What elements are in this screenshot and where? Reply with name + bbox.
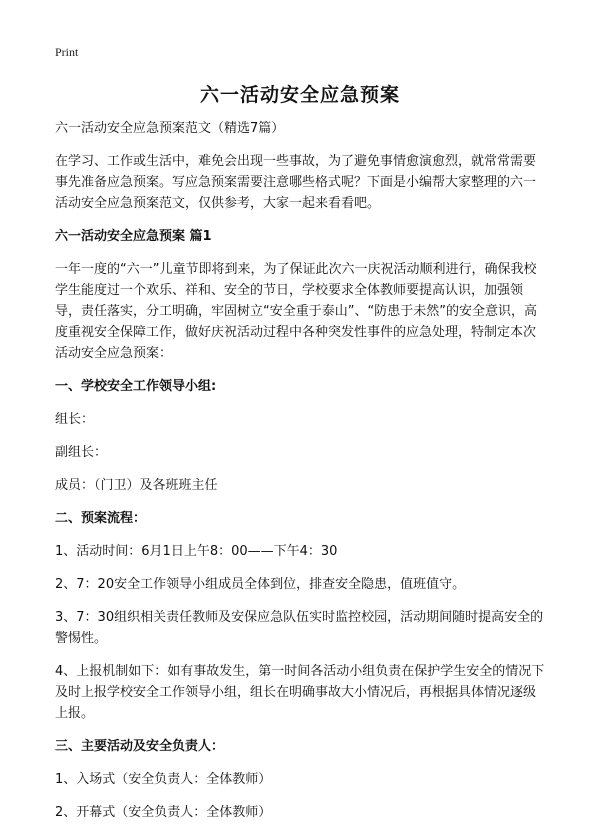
flow-item: 2、7：20安全工作领导小组成员全体到位，排查安全隐患，值班值守。 xyxy=(55,577,466,592)
intro-paragraph: 在学习、工作或生活中，难免会出现一些事故，为了避免事情愈演愈烈，就常常需要事先准备应急预案。写应急预案需要注意哪些格式呢？下面是小编帮大家整理的六一活动安全应急预案范文，仅供参考，大家一起来看看吧。 xyxy=(55,154,537,211)
heading-plan-flow: 二、预案流程： xyxy=(55,511,147,526)
section-title: 六一活动安全应急预案 篇1 xyxy=(55,229,212,244)
document-body xyxy=(55,118,545,823)
page-title: 六一活动安全应急预案 xyxy=(199,84,400,106)
flow-item: 4、上报机制如下：如有事故发生，第一时间各活动小组负责在保护学生安全的情况下及时上报学校安全工作领导小组，组长在明确事故大小情况后，再根据具体情况逐级上报。 xyxy=(55,664,545,721)
print-link[interactable]: Print xyxy=(55,45,79,59)
heading-main-activities: 三、主要活动及安全负责人： xyxy=(55,739,225,754)
flow-item: 1、活动时间：6月1日上午8：00——下午4：30 xyxy=(55,544,338,559)
vice-leader-line: 副组长： xyxy=(55,445,108,460)
activity-item: 1、入场式（安全负责人：全体教师） xyxy=(55,772,272,787)
flow-item: 3、7：30组织相关责任教师及安保应急队伍实时监控校园，活动期间随时提高安全的警惕性。 xyxy=(55,610,544,646)
activity-item: 2、开幕式（安全负责人：全体教师） xyxy=(55,805,272,820)
leader-line: 组长： xyxy=(55,412,95,427)
subtitle: 六一活动安全应急预案范文（精选7篇） xyxy=(55,121,285,136)
section-paragraph: 一年一度的“六一”儿童节即将到来，为了保证此次六一庆祝活动顺利进行，确保我校学生能度过一个欢乐、祥和、安全的节日，学校要求全体教师要提高认识，加强领导，责任落实，分工明确，牢固树立“安全重于泰山”、“防患于未然”的安全意识，高度重视安全保障工作，做好庆祝活动过程中各种突发性事件的应急处理，特制定本次活动安全应急预案： xyxy=(55,262,537,361)
heading-leadership-group: 一、学校安全工作领导小组: xyxy=(55,379,217,394)
members-line: 成员：（门卫）及各班班主任 xyxy=(55,478,218,493)
